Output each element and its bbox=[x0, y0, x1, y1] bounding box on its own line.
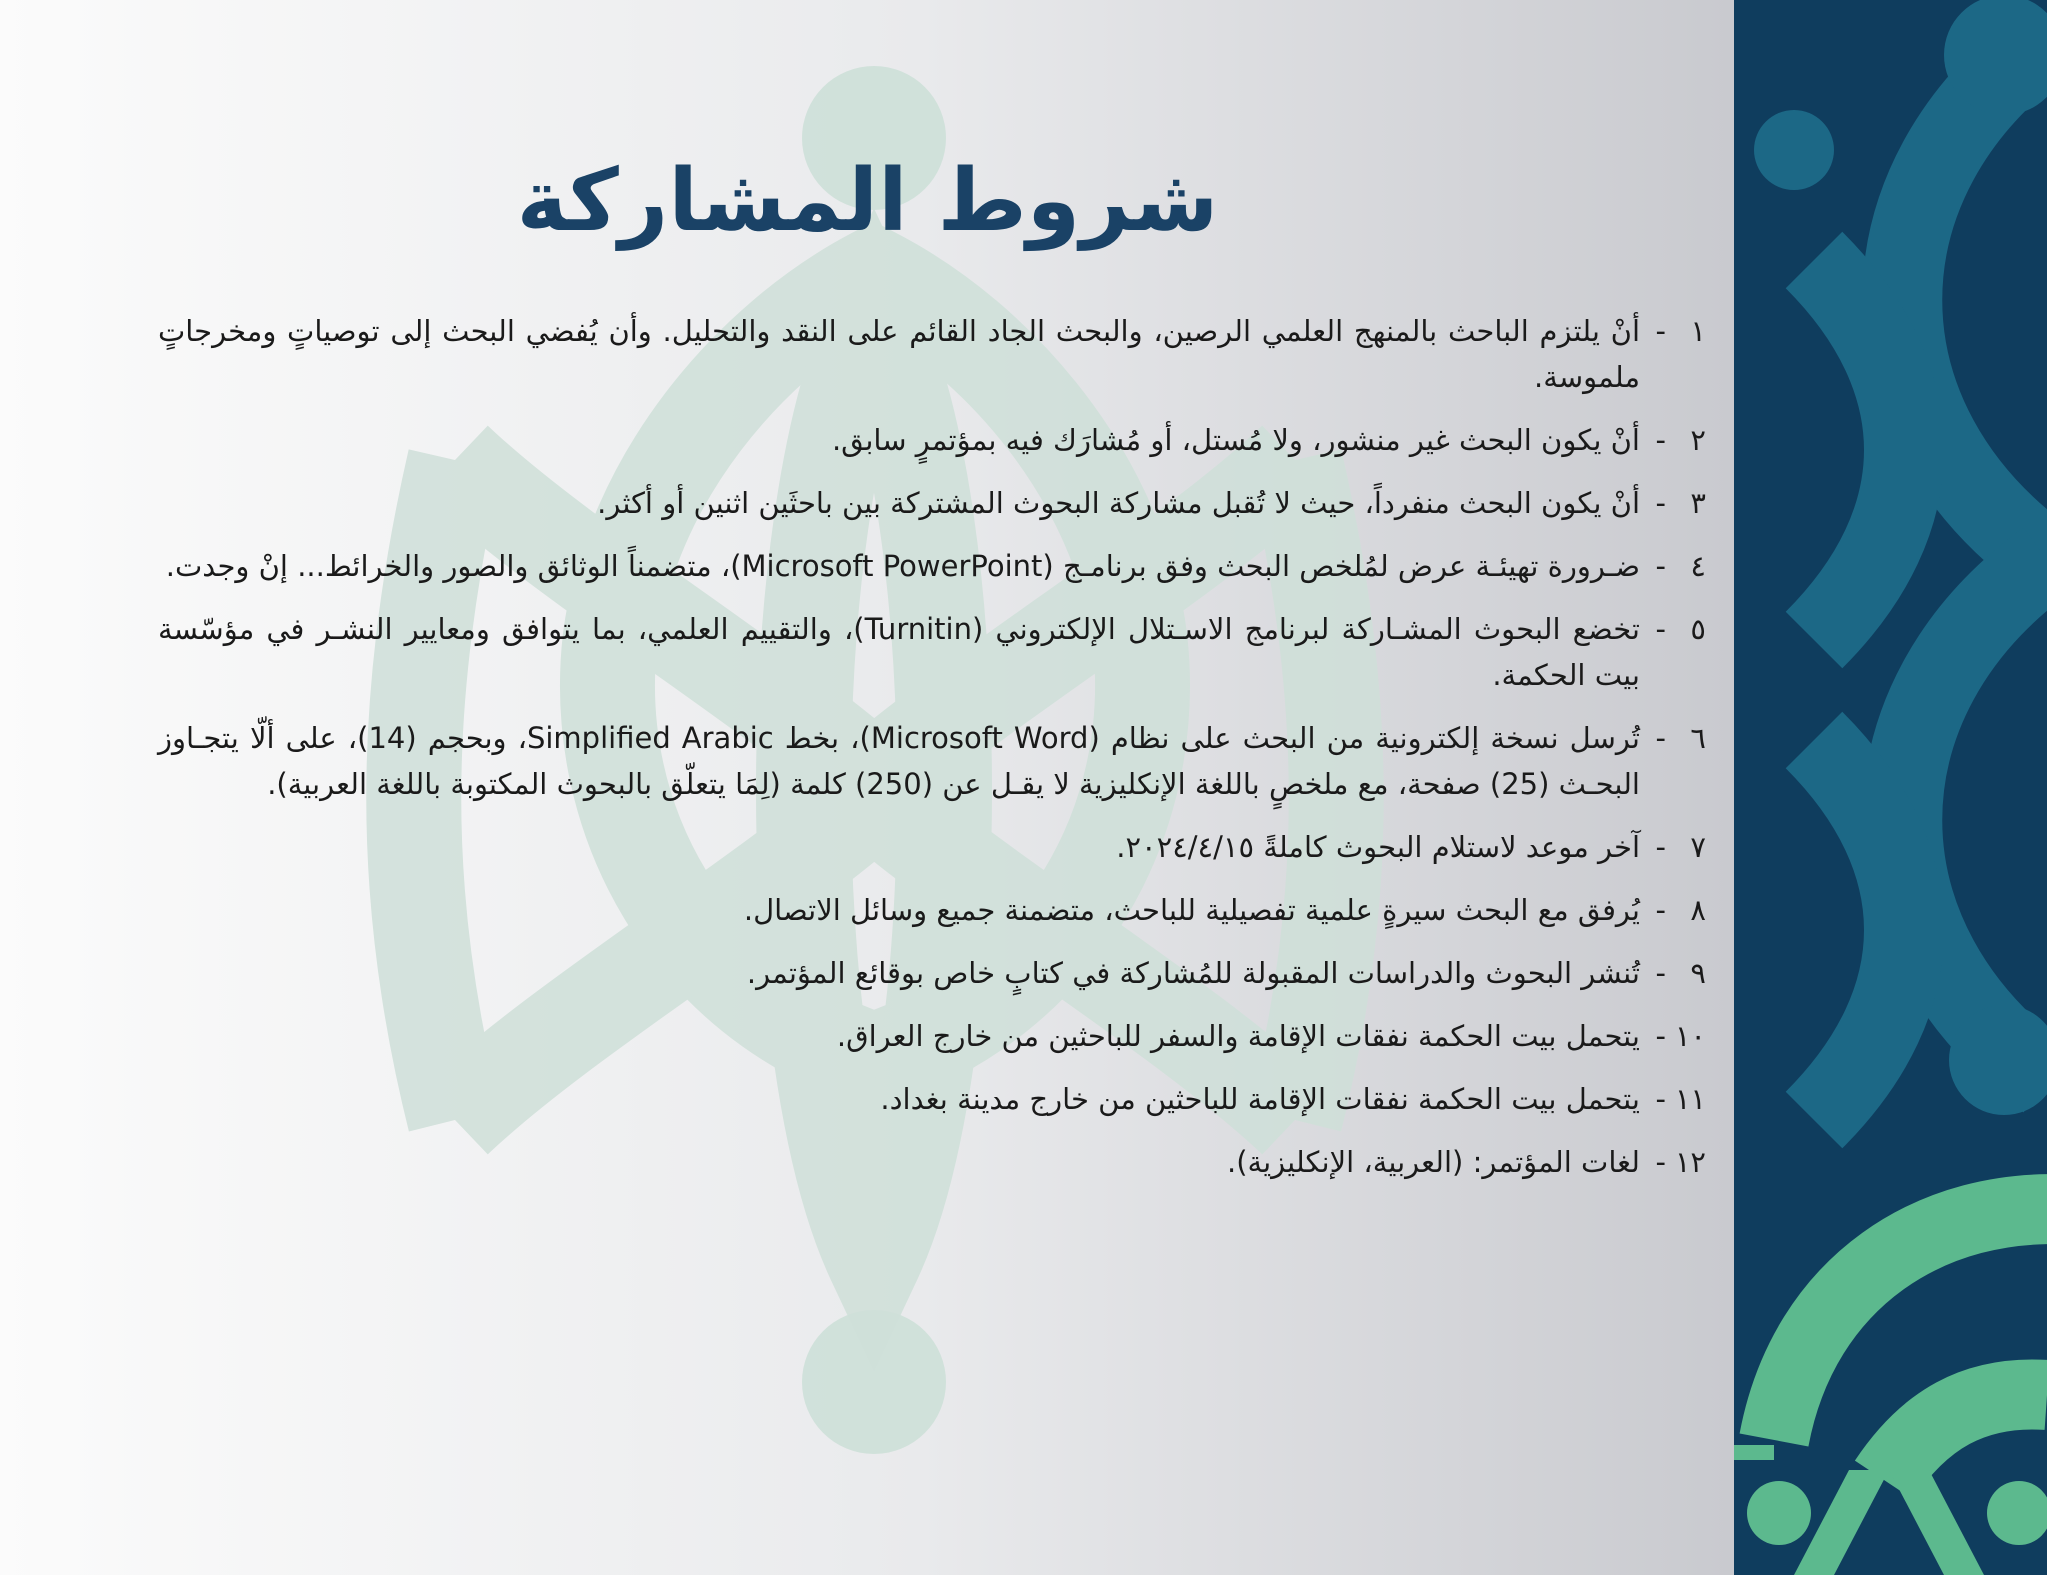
item-text: لغات المؤتمر: (العربية، الإنكليزية). bbox=[1227, 1145, 1640, 1179]
item-text: آخر موعد لاستلام البحوث كاملةً ٢٠٢٤/٤/١٥. bbox=[1116, 830, 1640, 864]
decorative-side-panel bbox=[1734, 0, 2047, 1575]
list-item bbox=[158, 1013, 1706, 1059]
item-text: تُرسل نسخة إلكترونية من البحث على نظام (Microsoft Word)، بخط Simplified Arabic، وبحجم (14)، على ألّا يتجـاوز البحـث (25) صفحة، مع ملخصٍ باللغة الإنكليزية لا يقـل عن (250) كلمة (لِمَا يتعلّق بالبحوث المكتوبة باللغة العربية). bbox=[158, 721, 1640, 801]
item-number: ٦ bbox=[1690, 721, 1706, 755]
list-item bbox=[158, 1139, 1706, 1185]
item-number: ٨ bbox=[1690, 893, 1706, 927]
list-item bbox=[158, 308, 1706, 400]
item-separator: - bbox=[1655, 549, 1666, 583]
item-text: أنْ يكون البحث غير منشور، ولا مُستل، أو مُشارَك فيه بمؤتمرٍ سابق. bbox=[831, 423, 1640, 457]
item-text: تخضع البحوث المشـاركة لبرنامج الاسـتلال الإلكتروني (Turnitin)، والتقييم العلمي، بما يتوافق ومعايير النشـر في مؤسّسة بيت الحكمة. bbox=[158, 612, 1640, 692]
item-separator: - bbox=[1655, 1145, 1666, 1179]
item-separator: - bbox=[1655, 1082, 1666, 1116]
item-separator: - bbox=[1655, 956, 1666, 990]
item-separator: - bbox=[1655, 423, 1666, 457]
list-item bbox=[158, 950, 1706, 996]
item-number: ١٢ bbox=[1674, 1145, 1706, 1179]
item-text: يتحمل بيت الحكمة نفقات الإقامة والسفر للباحثين من خارج العراق. bbox=[836, 1019, 1640, 1053]
list-item bbox=[158, 824, 1706, 870]
list-item bbox=[158, 606, 1706, 698]
item-text: ضـرورة تهيئـة عرض لمُلخص البحث وفق برنامـج (Microsoft PowerPoint)، متضمناً الوثائق والصور والخرائط... إنْ وجدت. bbox=[165, 549, 1640, 583]
item-number: ٥ bbox=[1690, 612, 1706, 646]
item-number: ١١ bbox=[1674, 1082, 1706, 1116]
item-separator: - bbox=[1655, 893, 1666, 927]
page-title: شروط المشاركة bbox=[516, 151, 1219, 251]
list-item bbox=[158, 417, 1706, 463]
list-item bbox=[158, 887, 1706, 933]
item-text: أنْ يكون البحث منفرداً، حيث لا تُقبل مشاركة البحوث المشتركة بين باحثَين اثنين أو أكثر. bbox=[597, 486, 1640, 520]
item-text: يُرفق مع البحث سيرةٍ علمية تفصيلية للباحث، متضمنة جميع وسائل الاتصال. bbox=[743, 893, 1640, 927]
side-panel-ornament bbox=[1734, 0, 2047, 1575]
list-item bbox=[158, 1076, 1706, 1122]
list-item bbox=[158, 543, 1706, 589]
list-item bbox=[158, 480, 1706, 526]
item-number: ٤ bbox=[1690, 549, 1706, 583]
item-number: ٢ bbox=[1690, 423, 1706, 457]
conditions-list bbox=[158, 308, 1706, 1202]
item-text: يتحمل بيت الحكمة نفقات الإقامة للباحثين من خارج مدينة بغداد. bbox=[880, 1082, 1640, 1116]
item-separator: - bbox=[1655, 721, 1666, 755]
item-text: تُنشر البحوث والدراسات المقبولة للمُشاركة في كتابٍ خاص بوقائع المؤتمر. bbox=[746, 956, 1640, 990]
item-separator: - bbox=[1655, 486, 1666, 520]
item-number: ١ bbox=[1690, 314, 1706, 348]
item-separator: - bbox=[1655, 314, 1666, 348]
item-number: ٣ bbox=[1690, 486, 1706, 520]
item-number: ٧ bbox=[1690, 830, 1706, 864]
item-number: ٩ bbox=[1690, 956, 1706, 990]
item-text: أنْ يلتزم الباحث بالمنهج العلمي الرصين، والبحث الجاد القائم على النقد والتحليل. وأن يُفضي البحث إلى توصياتٍ ومخرجاتٍ ملموسة. bbox=[158, 314, 1640, 394]
item-separator: - bbox=[1655, 1019, 1666, 1053]
item-separator: - bbox=[1655, 612, 1666, 646]
item-separator: - bbox=[1655, 830, 1666, 864]
item-number: ١٠ bbox=[1674, 1019, 1706, 1053]
list-item bbox=[158, 715, 1706, 807]
